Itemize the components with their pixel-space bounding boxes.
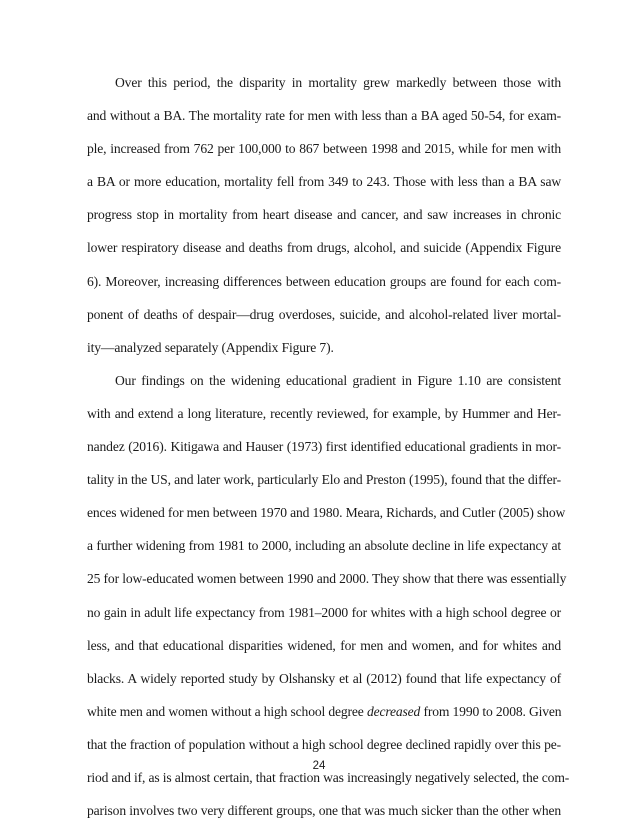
body-text [87,66,570,827]
text-line: Our findings on the widening educational gradient in Figure 1.10 are consistent [115,372,561,388]
text-line: riod and if, as is almost certain, that fraction was increasingly negatively selected, the com- [87,769,570,785]
paragraph-1 [87,66,561,364]
text-line: ple, increased from 762 per 100,000 to 867 between 1998 and 2015, while for men with [87,141,561,157]
text-line: ponent of deaths of despair—drug overdoses, suicide, and alcohol-related liver mortal- [87,306,561,322]
text-line: that the fraction of population without a high school degree declined rapidly over this pe- [87,736,561,752]
text-segment: from 1990 to 2008. Given [420,703,562,719]
emphasized-word: decreased [366,703,421,719]
text-line: 25 for low-educated women between 1990 and 2000. They show that there was essentially [87,571,567,587]
text-line: tality in the US, and later work, particularly Elo and Preston (1995), found that the differ- [87,472,561,488]
text-line: parison involves two very different groups, one that was much sicker than the other when [87,803,561,819]
text-line: a further widening from 1981 to 2000, including an absolute decline in life expectancy at [87,538,561,554]
text-line: progress stop in mortality from heart disease and cancer, and saw increases in chronic [87,207,561,223]
text-line: ences widened for men between 1970 and 1980. Meara, Richards, and Cutler (2005) show [87,505,566,521]
text-line: less, and that educational disparities widened, for men and women, and for whites and [87,637,561,653]
text-line: no gain in adult life expectancy from 1981–2000 for whites with a high school degree or [87,604,561,620]
text-line-with-emphasis [87,695,561,728]
text-line: with and extend a long literature, recently reviewed, for example, by Hummer and Her- [87,405,561,421]
text-segment: white men and women without a high school degree [87,703,367,719]
text-line: blacks. A widely reported study by Olshansky et al (2012) found that life expectancy of [87,670,561,686]
text-line: 6). Moreover, increasing differences between education groups are found for each com- [87,273,561,289]
text-line: a BA or more education, mortality fell from 349 to 243. Those with less than a BA saw [87,174,561,190]
text-line: and without a BA. The mortality rate for men with less than a BA aged 50-54, for exam- [87,108,561,124]
text-line: Over this period, the disparity in mortality grew markedly between those with [115,75,561,90]
paragraph-2 [87,364,570,827]
text-line: ity—analyzed separately (Appendix Figure 7). [87,339,334,355]
text-line: nandez (2016). Kitigawa and Hauser (1973) first identified educational gradients in mor- [87,439,561,455]
text-line: lower respiratory disease and deaths from drugs, alcohol, and suicide (Appendix Figure [87,240,561,256]
page-number: 24 [312,760,326,772]
